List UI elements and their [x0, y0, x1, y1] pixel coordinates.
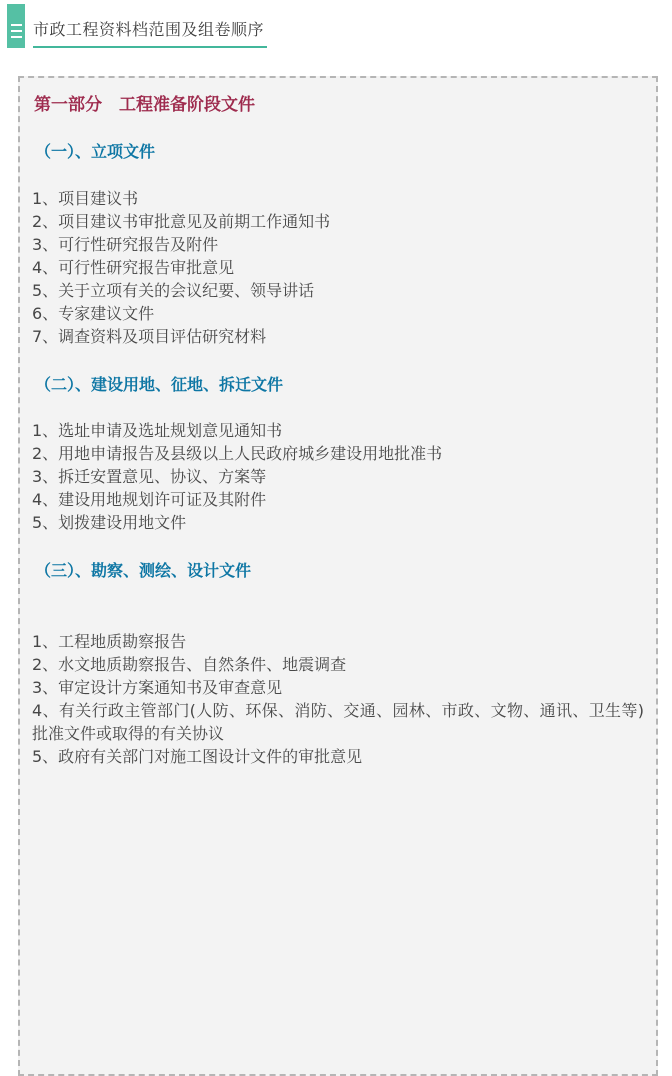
- section-yongdi: [32, 375, 644, 534]
- list-item: 6、专家建议文件: [32, 303, 155, 323]
- document-panel: [18, 76, 658, 1076]
- part-title: 第一部分 工程准备阶段文件: [34, 95, 255, 115]
- section-heading: （二）、建设用地、征地、拆迁文件: [35, 374, 284, 394]
- section-heading: （三）、勘察、测绘、设计文件: [35, 560, 252, 580]
- list-item: 4、建设用地规划许可证及其附件: [32, 489, 267, 509]
- list-item: 2、用地申请报告及县级以上人民政府城乡建设用地批准书: [32, 443, 443, 463]
- list-item: 5、政府有关部门对施工图设计文件的审批意见: [32, 746, 363, 766]
- list-item: 4、有关行政主管部门(人防、环保、消防、交通、园林、市政、文物、通讯、卫生等)批准文件或取得的有关协议: [32, 700, 644, 743]
- list-item: 2、水文地质勘察报告、自然条件、地震调查: [32, 654, 347, 674]
- list-item: 1、工程地质勘察报告: [32, 631, 187, 651]
- section-list: [32, 187, 644, 348]
- list-item: 3、拆迁安置意见、协议、方案等: [32, 466, 267, 486]
- list-item: 4、可行性研究报告审批意见: [32, 257, 235, 277]
- icon-bar: [11, 30, 22, 32]
- list-item: 7、调查资料及项目评估研究材料: [32, 326, 267, 346]
- list-item: 3、审定设计方案通知书及审查意见: [32, 677, 283, 697]
- list-item: 5、划拨建设用地文件: [32, 512, 187, 532]
- article-header: [7, 2, 672, 48]
- list-bullet-icon: [7, 4, 25, 48]
- section-heading: （一）、立项文件: [35, 142, 156, 162]
- page-title: 市政工程资料档范围及组卷顺序: [33, 22, 267, 48]
- list-item: 5、关于立项有关的会议纪要、领导讲话: [32, 280, 315, 300]
- section-list: [32, 630, 644, 768]
- section-list: [32, 419, 644, 534]
- section-lixiang: [32, 142, 644, 347]
- list-item: 3、可行性研究报告及附件: [32, 234, 219, 254]
- icon-bar: [11, 36, 22, 38]
- icon-bar: [11, 24, 22, 26]
- list-item: 1、项目建议书: [32, 188, 139, 208]
- list-item: 1、选址申请及选址规划意见通知书: [32, 420, 283, 440]
- section-kancha: [32, 561, 644, 768]
- list-item: 2、项目建议书审批意见及前期工作通知书: [32, 211, 331, 231]
